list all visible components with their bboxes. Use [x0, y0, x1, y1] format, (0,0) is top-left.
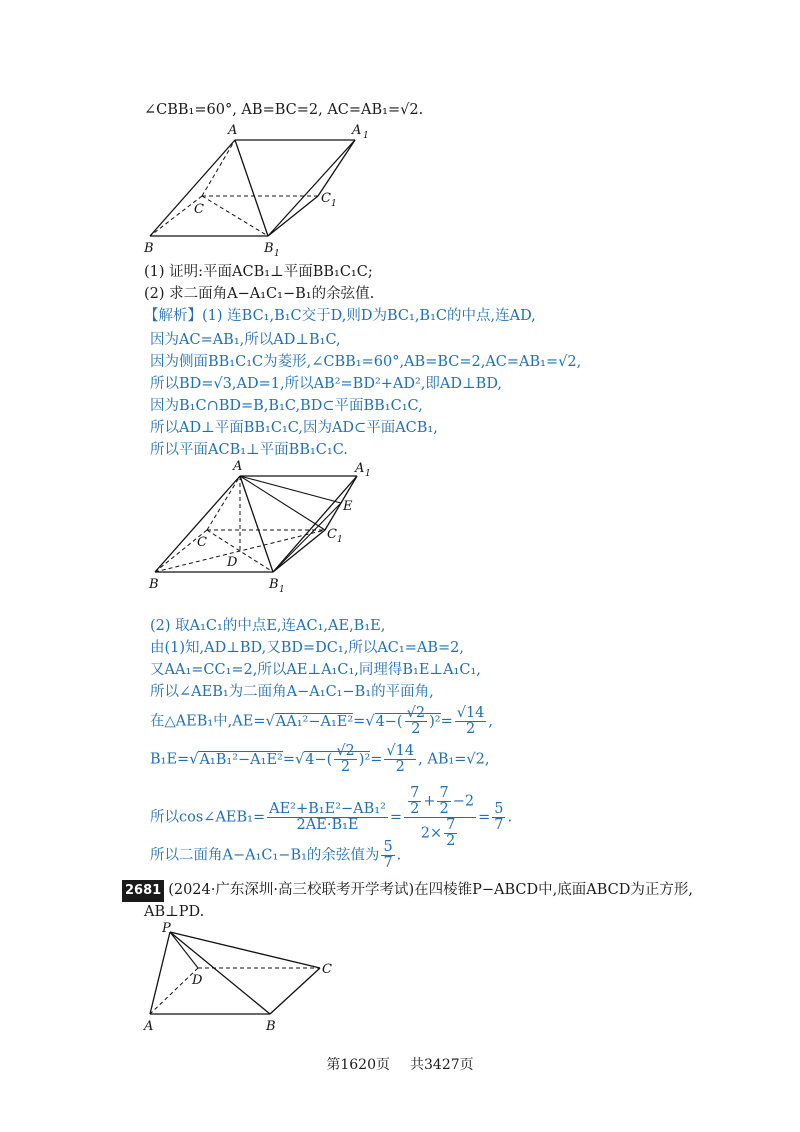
solution1-line-1: 【解析】(1) 连BC₁,B₁C交于D,则D为BC₁,B₁C的中点,连AD, [144, 308, 536, 324]
label-B: B [144, 241, 154, 256]
svg-text:1: 1 [337, 535, 343, 545]
label-D: D [227, 555, 238, 570]
svg-text:1: 1 [363, 131, 369, 141]
label-D: D [192, 973, 203, 988]
solution1-line-5: 因为B₁C∩BD=B,B₁C,BD⊂平面BB₁C₁C, [150, 398, 423, 414]
solution2-line-4: 所以∠AEB₁为二面角A−A₁C₁−B₁的平面角, [150, 684, 434, 700]
total-pages: 共3427页 [410, 1057, 474, 1073]
pyramid-figure [140, 918, 360, 1038]
label-A: A [233, 459, 243, 474]
label-A1: A [355, 461, 365, 476]
problem-number-badge: 2681 [122, 880, 164, 902]
svg-text:1: 1 [279, 585, 285, 595]
solution2-line-2: 由(1)知,AD⊥BD,又BD=DC₁,所以AC₁=AB=2, [150, 640, 464, 656]
label-E: E [343, 499, 353, 514]
label-A1: A [352, 123, 362, 138]
label-C: C [194, 202, 204, 217]
label-B1: B [264, 241, 274, 256]
solution1-line-3: 因为侧面BB₁C₁C为菱形,∠CBB₁=60°,AB=BC=2,AC=AB₁=√2, [150, 354, 582, 370]
page-footer [0, 1054, 800, 1074]
cos-equation: 所以cos∠AEB₁= $\frac{\text{AE²+B₁E²−AB₁²}}{\text{2AE·B₁E}}$ = $\frac{7}{2}$ + $\frac{7}{2}$ −2 2× $\frac{7}{2}$ = $\frac{5}{7}$ . [150, 785, 513, 849]
label-P: P [162, 921, 171, 936]
label-A: A [228, 123, 238, 138]
ae-equation: 在△AEB₁中,AE=√AA₁²−A₁E²=√4−( $\frac{√2}{2}$ )²= $\frac{√14}{2}$ , [150, 705, 494, 737]
label-C1: C [321, 191, 331, 206]
solution2-line-3: 又AA₁=CC₁=2,所以AE⊥A₁C₁,同理得B₁E⊥A₁C₁, [150, 662, 481, 678]
given-conditions: ∠CBB₁=60°, AB=BC=2, AC=AB₁=√2. [144, 102, 424, 118]
page-number: 第1620页 [326, 1057, 390, 1073]
label-C1: C [327, 527, 337, 542]
label-B: B [149, 577, 159, 592]
prism-figure-1 [140, 118, 380, 258]
label-A: A [144, 1019, 154, 1034]
solution2-line-1: (2) 取A₁C₁的中点E,连AC₁,AE,B₁E, [150, 618, 386, 634]
problem-2681-line-2: AB⊥PD. [144, 904, 205, 920]
final-answer: 所以二面角A−A₁C₁−B₁的余弦值为 $\frac{5}{7}$ . [150, 839, 402, 871]
svg-text:1: 1 [274, 249, 280, 259]
label-C: C [197, 535, 207, 550]
solution1-line-7: 所以平面ACB₁⊥平面BB₁C₁C. [150, 442, 348, 458]
label-B: B [266, 1019, 276, 1034]
question-1: (1) 证明:平面ACB₁⊥平面BB₁C₁C; [144, 264, 373, 280]
problem-2681-header: 2681 (2024·广东深圳·高三校联考开学考试)在四棱锥P−ABCD中,底面ABCD为正方形, [122, 880, 693, 902]
question-2: (2) 求二面角A−A₁C₁−B₁的余弦值. [144, 286, 375, 302]
prism-figure-2 [145, 458, 385, 598]
svg-text:1: 1 [331, 199, 337, 209]
svg-text:1: 1 [365, 469, 371, 479]
solution1-line-4: 所以BD=√3,AD=1,所以AB²=BD²+AD²,即AD⊥BD, [150, 376, 503, 392]
b1e-equation: B₁E=√A₁B₁²−A₁E²=√4−( $\frac{√2}{2}$ )²= $\frac{√14}{2}$ , AB₁=√2, [150, 743, 490, 775]
solution1-line-2: 因为AC=AB₁,所以AD⊥B₁C, [150, 332, 341, 348]
label-C: C [322, 962, 332, 977]
label-B1: B [269, 577, 279, 592]
solution1-line-6: 所以AD⊥平面BB₁C₁C,因为AD⊂平面ACB₁, [150, 420, 438, 436]
